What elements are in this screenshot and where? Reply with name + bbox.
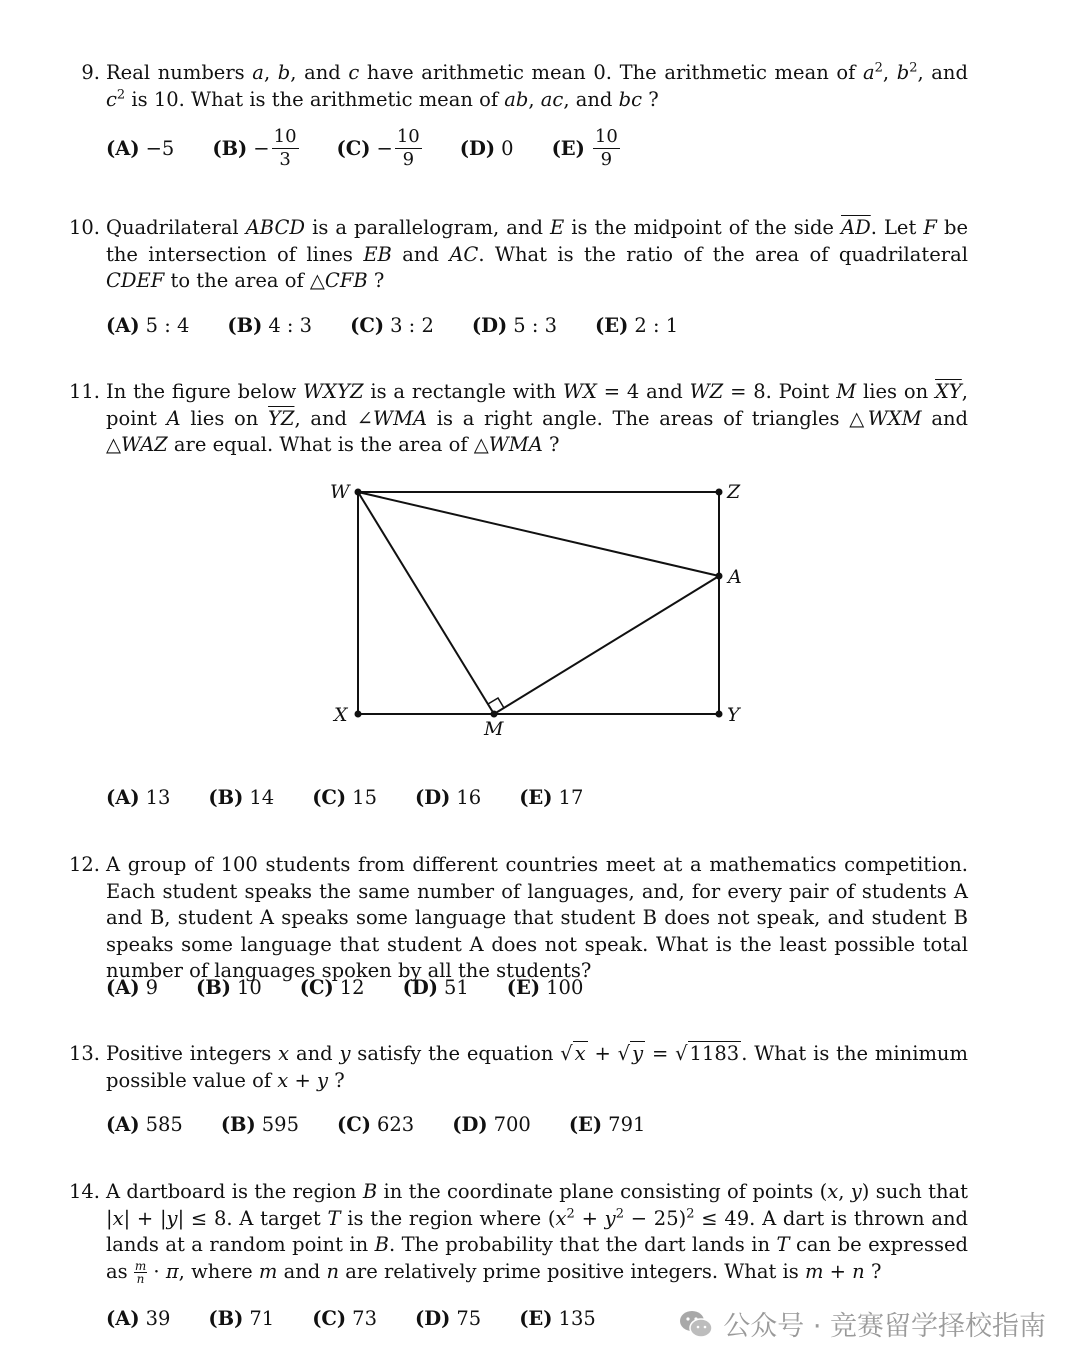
question-9 — [66, 60, 968, 113]
choice-e[interactable]: (E) 791 — [568, 1113, 646, 1136]
fraction: $\frac{10}{9}$ — [594, 126, 618, 170]
question-number: 14. — [68, 1180, 100, 1203]
choice-d[interactable]: (D) 51 — [402, 976, 469, 999]
choice-c[interactable]: (C) 623 — [337, 1113, 415, 1136]
answer-choices — [106, 976, 621, 999]
point-w — [355, 489, 362, 496]
choice-c[interactable]: (C) − $\frac{10}{9}$ — [336, 126, 420, 170]
choice-e[interactable]: (E) $\frac{10}{9}$ — [551, 126, 618, 170]
wechat-icon — [679, 1309, 713, 1339]
choice-e[interactable]: (E) 17 — [519, 786, 584, 809]
question-14 — [66, 1179, 968, 1285]
choice-a[interactable]: (A) 13 — [106, 786, 171, 809]
choice-b[interactable]: (B) 14 — [208, 786, 275, 809]
choice-c[interactable]: (C) 12 — [299, 976, 365, 999]
question-number: 11. — [68, 380, 100, 403]
question-10 — [66, 215, 968, 295]
label-a: A — [728, 566, 742, 588]
choice-d[interactable]: (D) 16 — [415, 786, 482, 809]
answer-choices — [106, 1113, 683, 1136]
rectangle-figure — [320, 476, 760, 746]
watermark-text: 公众号 · 竞赛留学择校指南 — [723, 1311, 1046, 1342]
question-12 — [66, 852, 968, 985]
choice-b[interactable]: (B) 4 : 3 — [227, 314, 313, 337]
question-text: A dartboard is the region B in the coordinate plane consisting of points (x, y) such that |x| + |y| ≤ 8. A target T is the region where $(x^2 + y^2 - 25)^2 \le 49$. A dart is thrown and lands at a random point in B. The probability that the dart lands in T can be expressed as $\frac{m}{n}$ · π, where m and n are relatively prime positive integers. What is m + n ? — [106, 1180, 968, 1286]
point-a — [716, 573, 723, 580]
point-z — [716, 489, 723, 496]
question-text: In the figure below WXYZ is a rectangle with WX = 4 and WZ = 8. Point M lies on $\overline{XY}$, point A lies on $\overline{YZ}$, and ∠WMA is a right angle. The areas of triangles △WXM and △WAZ are equal. What is the area of △WMA ? — [106, 380, 968, 456]
fraction: $\frac{10}{3}$ — [273, 126, 297, 170]
answer-choices — [106, 314, 716, 337]
choice-b[interactable]: (B) 595 — [220, 1113, 299, 1136]
watermark — [679, 1304, 1046, 1343]
question-number: 9. — [81, 61, 100, 84]
point-y — [716, 711, 723, 718]
choice-b[interactable]: (B) − $\frac{10}{3}$ — [212, 126, 297, 170]
choice-b[interactable]: (B) 71 — [208, 1307, 275, 1330]
label-w: W — [330, 481, 350, 503]
question-number: 12. — [68, 853, 100, 876]
choice-d[interactable]: (D) 700 — [452, 1113, 531, 1136]
segment-ma — [494, 576, 719, 714]
choice-d[interactable]: (D) 0 — [459, 137, 514, 160]
choice-a[interactable]: (A) 9 — [106, 976, 159, 999]
choice-a[interactable]: (A) 585 — [106, 1113, 183, 1136]
question-text: Quadrilateral ABCD is a parallelogram, and E is the midpoint of the side $\overline{AD}$. Let F be the intersection of lines EB and AC. What is the ratio of the area of quadrilateral CDEF to the area of △CFB ? — [106, 216, 968, 292]
label-y: Y — [727, 704, 740, 726]
rectangle-wxyz — [358, 492, 719, 714]
label-z: Z — [727, 481, 741, 503]
choice-c[interactable]: (C) 73 — [312, 1307, 377, 1330]
question-number: 13. — [68, 1042, 100, 1065]
answer-choices — [106, 1307, 634, 1330]
point-m — [491, 711, 498, 718]
choice-d[interactable]: (D) 75 — [415, 1307, 482, 1330]
choice-c[interactable]: (C) 15 — [312, 786, 377, 809]
answer-choices — [106, 786, 621, 809]
choice-e[interactable]: (E) 2 : 1 — [595, 314, 679, 337]
choice-a[interactable]: (A) −5 — [106, 137, 175, 160]
label-m: M — [484, 718, 504, 740]
fraction: $\frac{m}{n}$ — [134, 1258, 147, 1286]
choice-c[interactable]: (C) 3 : 2 — [350, 314, 434, 337]
point-x — [355, 711, 362, 718]
question-number: 10. — [68, 216, 100, 239]
choice-a[interactable]: (A) 39 — [106, 1307, 171, 1330]
choice-b[interactable]: (B) 10 — [196, 976, 262, 999]
choice-a[interactable]: (A) 5 : 4 — [106, 314, 190, 337]
choice-e[interactable]: (E) 135 — [519, 1307, 596, 1330]
question-text: A group of 100 students from different countries meet at a mathematics competition. Each student speaks the same number of languages, and, for every pair of students A and B, student A speaks some language that student B does not speak, and student B speaks some language that student A does not speak. What is the least possible total number of languages spoken by all the students? — [106, 853, 968, 982]
question-13 — [66, 1041, 968, 1094]
choice-d[interactable]: (D) 5 : 3 — [471, 314, 558, 337]
answer-choices — [106, 126, 658, 171]
segment-wa — [358, 492, 719, 576]
question-text: Positive integers x and y satisfy the equation √ x + √ y = √ 1183 . What is the minimum possible value of x + y ? — [106, 1042, 968, 1092]
question-11 — [66, 379, 968, 459]
segment-wm — [358, 492, 494, 714]
label-x: X — [334, 704, 348, 726]
question-text: Real numbers a, b, and c have arithmetic mean 0. The arithmetic mean of $a^2$, $b^2$, and $c^2$ is 10. What is the arithmetic mean of ab, ac, and bc ? — [106, 60, 968, 111]
choice-e[interactable]: (E) 100 — [506, 976, 584, 999]
fraction: $\frac{10}{9}$ — [396, 126, 420, 170]
